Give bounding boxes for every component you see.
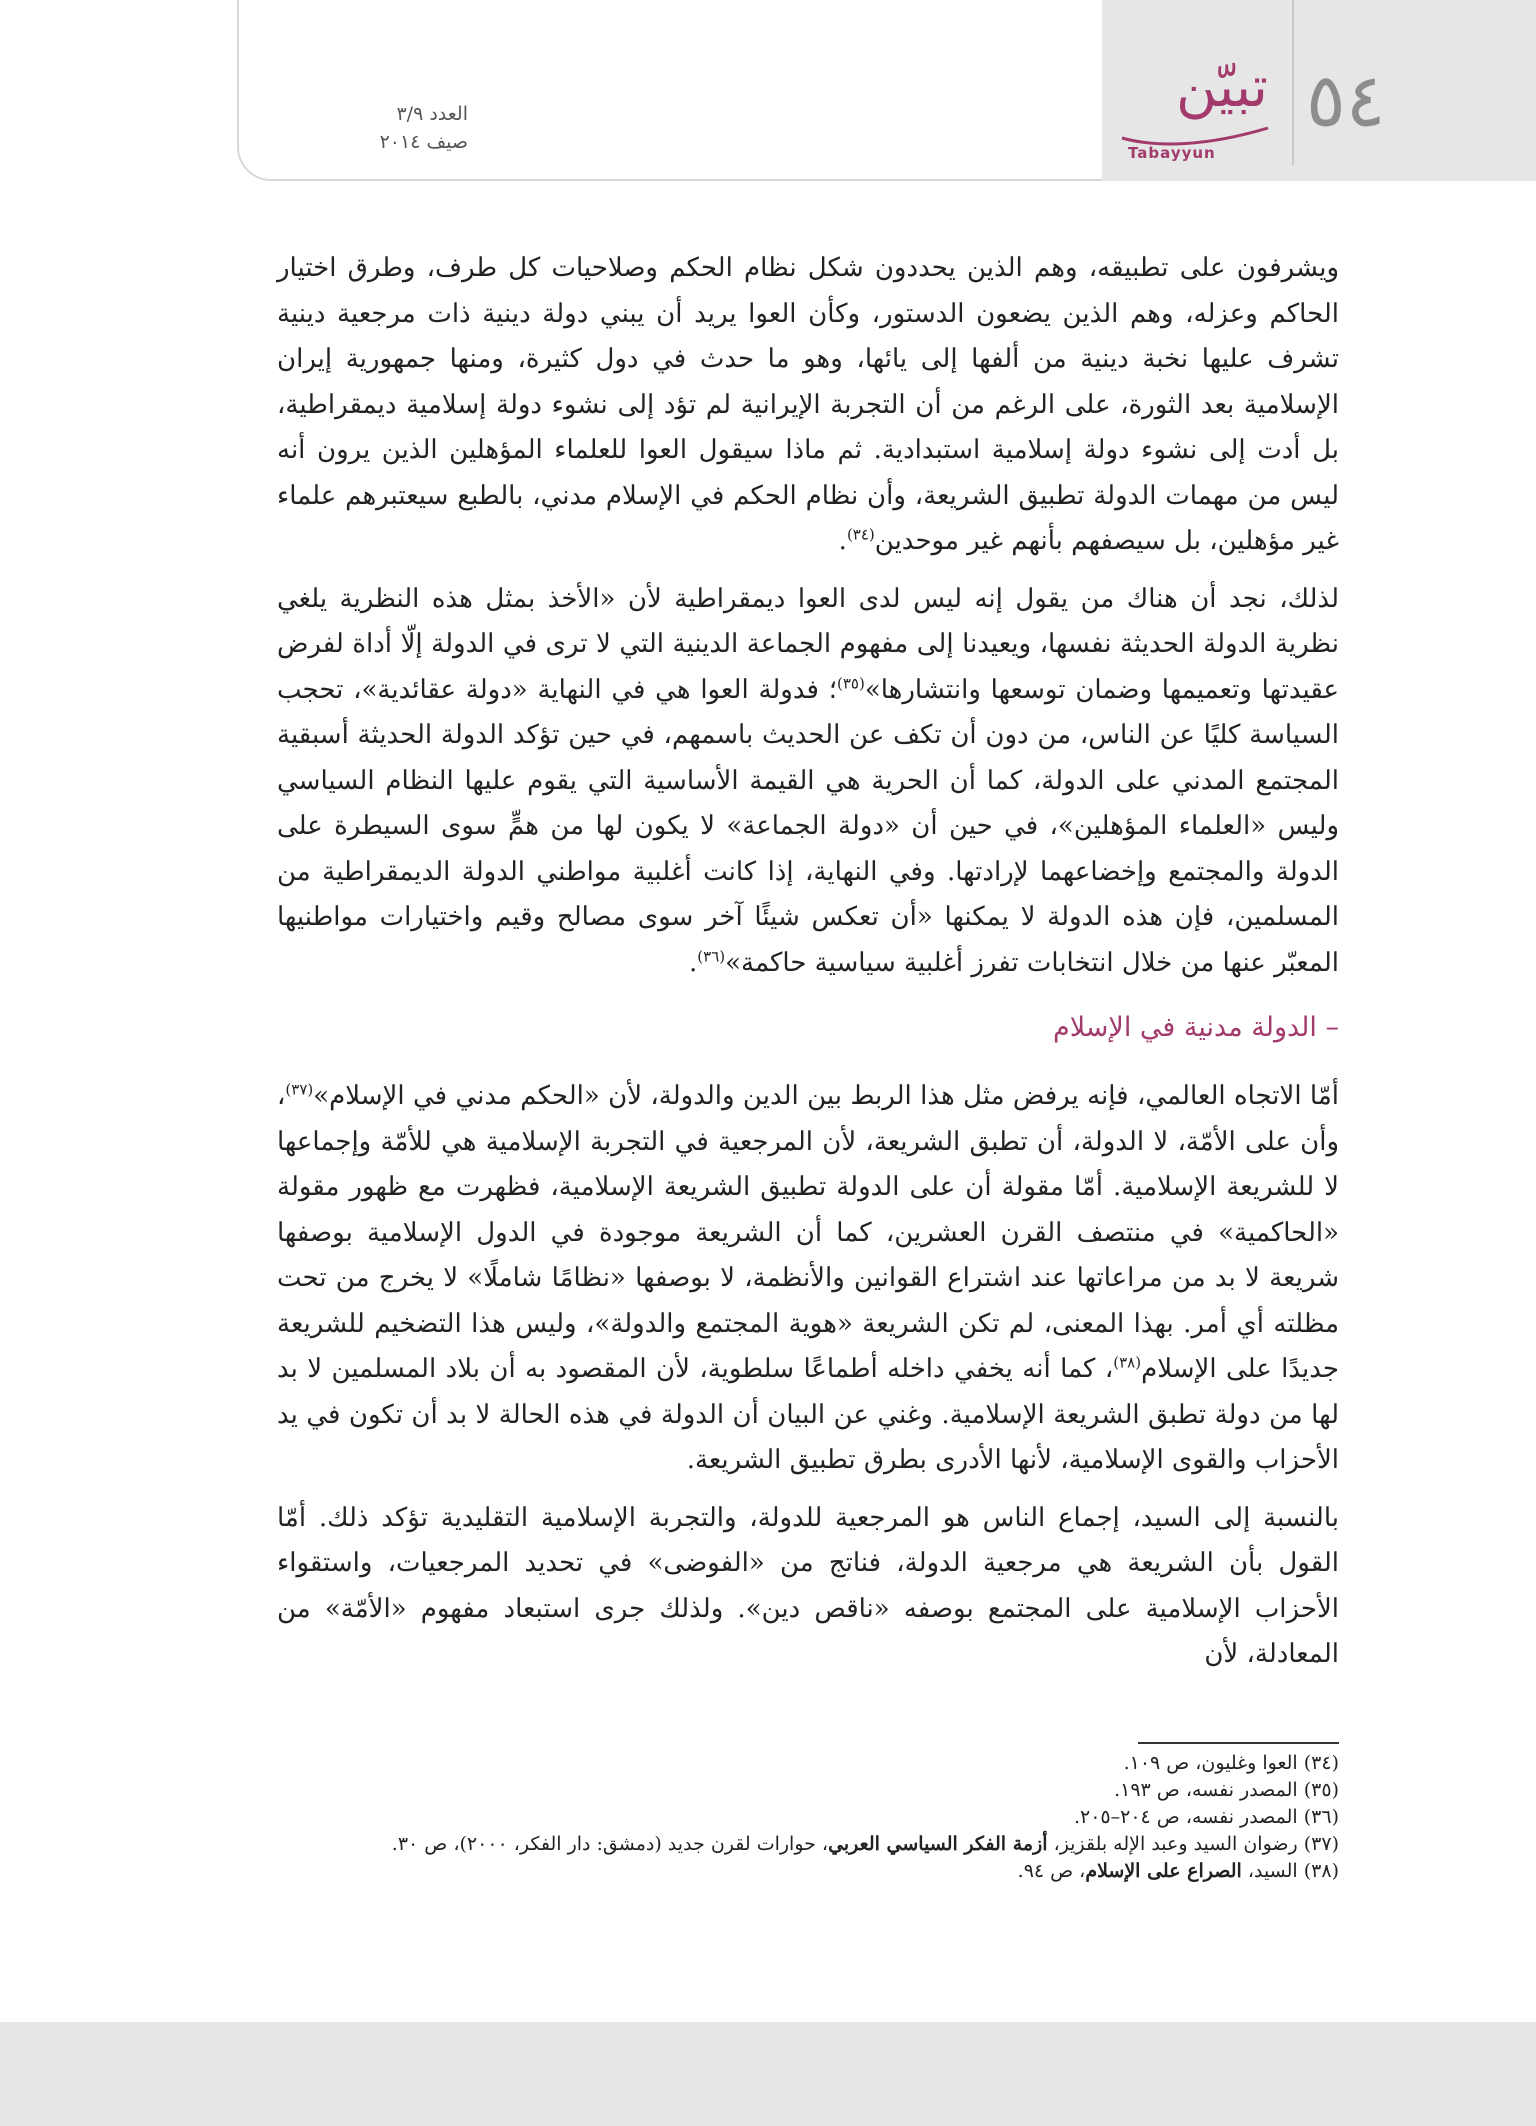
issue-info <box>268 100 468 156</box>
footnote-37-book-title: أزمة الفكر السياسي العربي <box>828 1833 1048 1855</box>
journal-logo <box>1118 55 1278 162</box>
footnote-34: (٣٤) العوا وغليون، ص ١٠٩. <box>1123 1752 1339 1774</box>
section-heading: – الدولة مدنية في الإسلام <box>1052 1012 1339 1043</box>
paragraph-2: لذلك، نجد أن هناك من يقول إنه ليس لدى العوا ديمقراطية لأن «الأخذ بمثل هذه النظرية يلغي نظرية الدولة الحديثة نفسها، ويعيدنا إلى مفهوم الجماعة الدينية التي لا ترى في الدولة إلّا أداة لفرض عقيدتها وتعميمها وضمان توسعها وانتشارها»$^{(٣٥)}$؛ فدولة العوا هي في النهاية «دولة عقائدية»، تحجب السياسة كليًا عن الناس، من دون أن تكف عن الحديث باسمهم، في حين تؤكد الدولة الحديثة أسبقية المجتمع المدني على الدولة، كما أن الحرية هي القيمة الأساسية التي يقوم عليها النظام السياسي وليس «العلماء المؤهلين»، في حين أن «دولة الجماعة» لا يكون لها من همٍّ سوى السيطرة على الدولة والمجتمع وإخضاعهما لإرادتها. وفي النهاية، إذا كانت أغلبية مواطني الدولة الديمقراطية من المسلمين، فإن هذه الدولة لا يمكنها «أن تعكس شيئًا آخر سوى مصالح وقيم واختيارات مواطنيها المعبّر عنها من خلال انتخابات تفرز أغلبية سياسية حاكمة»$^{(٣٦)}$. <box>277 583 1339 978</box>
footnotes <box>300 1750 1339 1885</box>
footer-band <box>0 2022 1536 2126</box>
issue-season: صيف ٢٠١٤ <box>379 131 468 153</box>
footnote-ref-38[interactable]: (٣٨) <box>1113 1353 1142 1372</box>
footnote-ref-36[interactable]: (٣٦) <box>697 946 726 965</box>
footnote-36: (٣٦) المصدر نفسه، ص ٢٠٤–٢٠٥. <box>1073 1806 1339 1828</box>
footnote-38: (٣٨) السيد، الصراع على الإسلام، ص ٩٤. <box>1017 1860 1339 1882</box>
paragraph-4: بالنسبة إلى السيد، إجماع الناس هو المرجعية للدولة، والتجربة الإسلامية التقليدية تؤكد ذلك. أمّا القول بأن الشريعة هي مرجعية الدولة، فناتج من «الفوضى» في تحديد المرجعيات، واستقواء الأحزاب الإسلامية على المجتمع بوصفه «ناقص دين». ولذلك جرى استبعاد مفهوم «الأمّة» من المعادلة، لأن <box>277 1502 1339 1669</box>
logo-latin: Tabayyun <box>1128 144 1216 162</box>
header-divider <box>1292 0 1294 165</box>
footnote-ref-34[interactable]: (٣٤) <box>846 525 875 544</box>
footnote-35: (٣٥) المصدر نفسه، ص ١٩٣. <box>1114 1779 1339 1801</box>
paragraph-1: ويشرفون على تطبيقه، وهم الذين يحددون شكل نظام الحكم وصلاحيات كل طرف، وطرق اختيار الحاكم وعزله، وهم الذين يضعون الدستور، وكأن العوا يريد أن يبني دولة دينية ذات مرجعية دينية تشرف عليها نخبة دينية من ألفها إلى يائها، وهو ما حدث في دول كثيرة، ومنها جمهورية إيران الإسلامية بعد الثورة، على الرغم من أن التجربة الإيرانية لم تؤد إلى نشوء دولة إسلامية ديمقراطية، بل أدت إلى نشوء دولة إسلامية استبدادية. ثم ماذا سيقول العوا للعلماء المؤهلين الذين يرون أنه ليس من مهمات الدولة تطبيق الشريعة، وأن نظام الحكم في الإسلام مدني، بالطبع سيعتبرهم علماء غير مؤهلين، بل سيصفهم بأنهم غير موحدين$^{(٣٤)}$. <box>277 253 1339 556</box>
article-body <box>277 246 1339 1690</box>
logo-arabic: تبيّن <box>1175 55 1268 120</box>
footnote-38-book-title: الصراع على الإسلام <box>1085 1860 1242 1882</box>
footnote-37: (٣٧) رضوان السيد وعبد الإله بلقزيز، أزمة الفكر السياسي العربي، حوارات لقرن جديد (دمشق: دار الفكر، ٢٠٠٠)، ص ٣٠. <box>391 1833 1339 1855</box>
footnote-separator <box>1138 1742 1339 1744</box>
issue-number: العدد ٣/٩ <box>396 103 468 125</box>
footnote-ref-37[interactable]: (٣٧) <box>285 1080 314 1099</box>
page-number: ٥٤ <box>1306 58 1386 144</box>
paragraph-3: أمّا الاتجاه العالمي، فإنه يرفض مثل هذا الربط بين الدين والدولة، لأن «الحكم مدني في الإسلام»$^{(٣٧)}$، وأن على الأمّة، لا الدولة، أن تطبق الشريعة، لأن المرجعية في التجربة الإسلامية هي للأمّة وإجماعها لا للشريعة الإسلامية. أمّا مقولة أن على الدولة تطبيق الشريعة الإسلامية، فظهرت مع ظهور مقولة «الحاكمية» في منتصف القرن العشرين، كما أن الشريعة موجودة في الدول الإسلامية بوصفها شريعة لا بد من مراعاتها عند اشتراع القوانين والأنظمة، لا بوصفها «نظامًا شاملًا» لا يخرج من تحت مظلته أي أمر. بهذا المعنى، لم تكن الشريعة «هوية المجتمع والدولة»، وليس هذا التضخيم للشريعة جديدًا على الإسلام$^{(٣٨)}$، كما أنه يخفي داخله أطماعًا سلطوية، لأن المقصود به أن بلاد المسلمين لا بد لها من دولة تطبق الشريعة الإسلامية. وغني عن البيان أن الدولة في هذه الحالة لا بد أن تكون في يد الأحزاب والقوى الإسلامية، لأنها الأدرى بطرق تطبيق الشريعة. <box>277 1080 1339 1475</box>
footnote-ref-35[interactable]: (٣٥) <box>836 673 865 692</box>
